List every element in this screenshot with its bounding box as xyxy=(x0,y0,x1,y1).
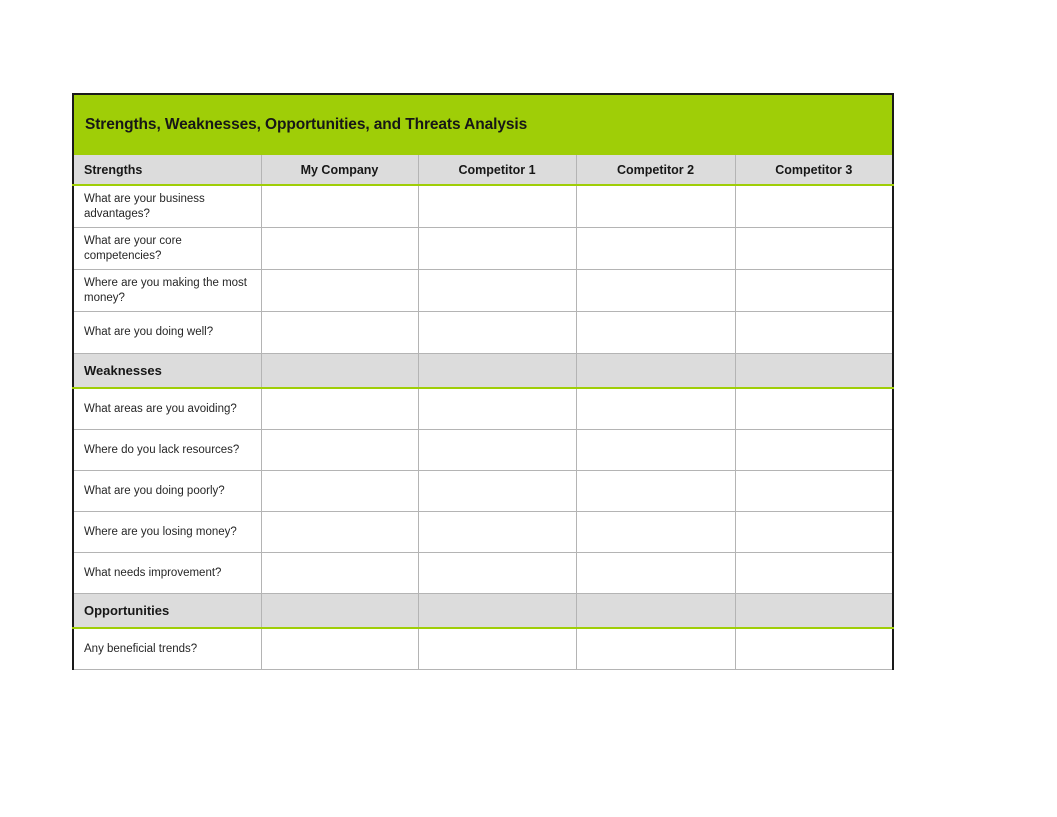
answer-cell-competitor-2[interactable] xyxy=(576,270,735,312)
answer-cell-competitor-2[interactable] xyxy=(576,553,735,594)
section-header-row xyxy=(73,354,893,389)
question-label: What areas are you avoiding? xyxy=(73,388,261,430)
table-title-row xyxy=(73,94,893,155)
table-row xyxy=(73,228,893,270)
answer-cell-my-company[interactable] xyxy=(261,270,418,312)
answer-cell-competitor-2[interactable] xyxy=(576,312,735,354)
answer-cell-competitor-2[interactable] xyxy=(576,228,735,270)
column-header-strengths: Strengths xyxy=(73,155,261,185)
answer-cell-competitor-3[interactable] xyxy=(735,388,893,430)
answer-cell-competitor-2[interactable] xyxy=(576,512,735,553)
answer-cell-competitor-2[interactable] xyxy=(576,388,735,430)
answer-cell-competitor-3[interactable] xyxy=(735,270,893,312)
column-header-competitor-1: Competitor 1 xyxy=(418,155,576,185)
answer-cell-competitor-1[interactable] xyxy=(418,185,576,228)
column-header-competitor-2: Competitor 2 xyxy=(576,155,735,185)
table-row xyxy=(73,471,893,512)
table-row xyxy=(73,430,893,471)
answer-cell-competitor-3[interactable] xyxy=(735,553,893,594)
question-label: What are your business advantages? xyxy=(73,185,261,228)
answer-cell-competitor-3[interactable] xyxy=(735,430,893,471)
answer-cell-competitor-1[interactable] xyxy=(418,471,576,512)
table-row xyxy=(73,270,893,312)
answer-cell-my-company[interactable] xyxy=(261,471,418,512)
section-header-row xyxy=(73,594,893,629)
answer-cell-competitor-3[interactable] xyxy=(735,471,893,512)
answer-cell-my-company[interactable] xyxy=(261,628,418,670)
column-header-competitor-3: Competitor 3 xyxy=(735,155,893,185)
question-label: What are you doing well? xyxy=(73,312,261,354)
section-header-spacer-c3 xyxy=(735,354,893,389)
swot-analysis-table xyxy=(72,93,894,670)
table-title-cell xyxy=(73,94,893,155)
answer-cell-competitor-1[interactable] xyxy=(418,312,576,354)
answer-cell-competitor-3[interactable] xyxy=(735,228,893,270)
answer-cell-competitor-1[interactable] xyxy=(418,388,576,430)
answer-cell-competitor-3[interactable] xyxy=(735,185,893,228)
section-header-label: Opportunities xyxy=(73,594,261,629)
column-header-my-company: My Company xyxy=(261,155,418,185)
answer-cell-my-company[interactable] xyxy=(261,228,418,270)
answer-cell-competitor-1[interactable] xyxy=(418,553,576,594)
column-header-row xyxy=(73,155,893,185)
swot-table-container xyxy=(72,93,892,670)
answer-cell-competitor-3[interactable] xyxy=(735,312,893,354)
answer-cell-competitor-1[interactable] xyxy=(418,512,576,553)
answer-cell-competitor-3[interactable] xyxy=(735,628,893,670)
table-row xyxy=(73,388,893,430)
answer-cell-competitor-2[interactable] xyxy=(576,471,735,512)
section-header-spacer-mine xyxy=(261,594,418,629)
question-label: Where are you making the most money? xyxy=(73,270,261,312)
answer-cell-my-company[interactable] xyxy=(261,553,418,594)
answer-cell-my-company[interactable] xyxy=(261,312,418,354)
question-label: Where are you losing money? xyxy=(73,512,261,553)
section-header-spacer-c2 xyxy=(576,594,735,629)
answer-cell-competitor-3[interactable] xyxy=(735,512,893,553)
section-header-spacer-c1 xyxy=(418,354,576,389)
answer-cell-my-company[interactable] xyxy=(261,512,418,553)
section-header-spacer-c3 xyxy=(735,594,893,629)
table-row xyxy=(73,185,893,228)
answer-cell-competitor-2[interactable] xyxy=(576,185,735,228)
section-header-label: Weaknesses xyxy=(73,354,261,389)
question-label: Where do you lack resources? xyxy=(73,430,261,471)
section-header-spacer-mine xyxy=(261,354,418,389)
answer-cell-competitor-1[interactable] xyxy=(418,430,576,471)
question-label: What are you doing poorly? xyxy=(73,471,261,512)
answer-cell-competitor-2[interactable] xyxy=(576,628,735,670)
answer-cell-my-company[interactable] xyxy=(261,388,418,430)
answer-cell-competitor-2[interactable] xyxy=(576,430,735,471)
table-row xyxy=(73,312,893,354)
answer-cell-my-company[interactable] xyxy=(261,185,418,228)
answer-cell-competitor-1[interactable] xyxy=(418,628,576,670)
answer-cell-competitor-1[interactable] xyxy=(418,270,576,312)
section-header-spacer-c2 xyxy=(576,354,735,389)
question-label: What are your core competencies? xyxy=(73,228,261,270)
page-title: Strengths, Weaknesses, Opportunities, and Threats Analysis xyxy=(85,115,528,133)
swot-table-body xyxy=(73,94,893,670)
table-row xyxy=(73,628,893,670)
section-header-spacer-c1 xyxy=(418,594,576,629)
table-row xyxy=(73,512,893,553)
question-label: What needs improvement? xyxy=(73,553,261,594)
answer-cell-my-company[interactable] xyxy=(261,430,418,471)
question-label: Any beneficial trends? xyxy=(73,628,261,670)
answer-cell-competitor-1[interactable] xyxy=(418,228,576,270)
table-row xyxy=(73,553,893,594)
